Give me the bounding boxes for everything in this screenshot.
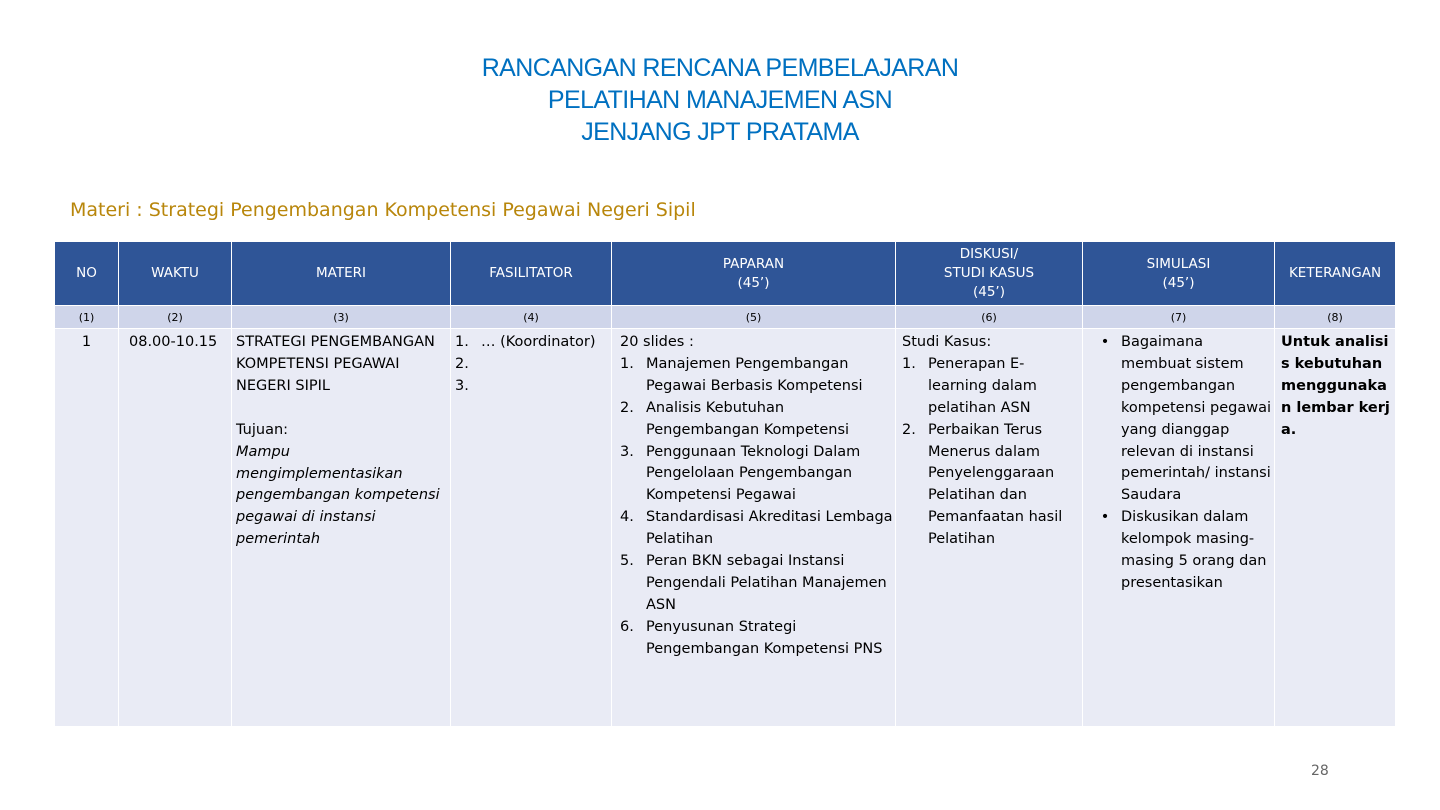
list-text: Standardisasi Akreditasi Lembaga Pelatihan [646, 509, 893, 548]
header-paparan-duration: (45’) [737, 274, 770, 291]
header-diskusi [896, 242, 1083, 306]
header-materi: MATERI [232, 242, 451, 306]
column-number: (1) [55, 306, 119, 329]
cell-fasilitator [451, 329, 612, 727]
list-text: Diskusikan dalam kelompok masing-masing 5 orang dan presentasikan [1121, 509, 1267, 591]
header-waktu: WAKTU [119, 242, 232, 306]
list-number: 2. [455, 355, 469, 372]
list-item [620, 507, 895, 551]
list-number: 1. [455, 334, 469, 350]
header-diskusi-label: DISKUSI/ [959, 246, 1019, 262]
list-number: 2. [902, 421, 916, 438]
list-item [902, 354, 1082, 420]
bullet-icon: • [1100, 334, 1110, 350]
list-item [620, 442, 895, 508]
header-no: NO [55, 242, 119, 306]
table-header-row [55, 242, 1396, 306]
list-item [620, 398, 895, 442]
header-keterangan: KETERANGAN [1275, 242, 1396, 306]
list-item [902, 420, 1082, 551]
list-item [1089, 332, 1274, 507]
materi-title: STRATEGI PENGEMBANGAN KOMPETENSI PEGAWAI NEGERI SIPIL [236, 334, 435, 394]
diskusi-intro: Studi Kasus: [902, 334, 992, 350]
fasilitator-item [455, 376, 611, 398]
title-line-3: JENJANG JPT PRATAMA [581, 118, 859, 146]
cell-waktu: 08.00-10.15 [119, 329, 232, 727]
cell-paparan [612, 329, 896, 727]
title-line-1: RANCANGAN RENCANA PEMBELAJARAN [481, 54, 959, 82]
list-number: 5. [620, 553, 634, 570]
list-number: 1. [902, 355, 916, 372]
list-number: 4. [620, 509, 634, 526]
header-simulasi [1083, 242, 1275, 306]
header-simulasi-duration: (45’) [1162, 274, 1195, 291]
cell-no: 1 [55, 329, 119, 727]
page-number: 28 [1311, 763, 1329, 779]
list-number: 1. [620, 355, 634, 372]
fasilitator-name [481, 376, 611, 398]
column-number: (8) [1275, 306, 1396, 329]
header-fasilitator: FASILITATOR [451, 242, 612, 306]
fasilitator-item [455, 354, 611, 376]
cell-diskusi [896, 329, 1083, 727]
list-item [1089, 507, 1274, 595]
list-number: 2. [620, 399, 634, 416]
lesson-plan-table [54, 241, 1396, 727]
diskusi-list [902, 354, 1082, 551]
list-text: Penerapan E-learning dalam pelatihan ASN [928, 355, 1037, 416]
list-text: Penggunaan Teknologi Dalam Pengelolaan Pengembangan Kompetensi Pegawai [646, 443, 861, 504]
list-item [620, 551, 895, 617]
fasilitator-item [455, 332, 611, 354]
column-number: (2) [119, 306, 232, 329]
header-diskusi-sublabel: STUDI KASUS [943, 265, 1035, 281]
table-row [55, 329, 1396, 727]
paparan-intro: 20 slides : [620, 334, 694, 350]
header-paparan [612, 242, 896, 306]
list-item [620, 354, 895, 398]
bullet-icon: • [1100, 509, 1110, 526]
page-title [360, 52, 1080, 148]
materi-heading: Materi : Strategi Pengembangan Kompetensi Pegawai Negeri Sipil [70, 199, 696, 221]
list-item [620, 617, 895, 661]
list-text: Perbaikan Terus Menerus dalam Penyelenggaraan Pelatihan dan Pemanfaatan hasil Pelatihan [928, 421, 1063, 548]
column-number: (7) [1083, 306, 1275, 329]
list-text: Peran BKN sebagai Instansi Pengendali Pelatihan Manajemen ASN [646, 553, 887, 613]
cell-materi [232, 329, 451, 727]
list-number: 6. [620, 618, 634, 635]
fasilitator-list [455, 332, 611, 398]
fasilitator-name: … (Koordinator) [481, 334, 596, 350]
column-number: (3) [232, 306, 451, 329]
list-text: Manajemen Pengembangan Pegawai Berbasis Kompetensi [646, 355, 863, 394]
fasilitator-name [481, 354, 611, 376]
column-number-row [55, 306, 1396, 329]
paparan-list [620, 354, 895, 661]
header-simulasi-label: SIMULASI [1146, 255, 1211, 272]
cell-keterangan: Untuk analisis kebutuhan menggunakan lembar kerja. [1275, 329, 1396, 727]
cell-simulasi [1083, 329, 1275, 727]
list-text: Penyusunan Strategi Pengembangan Kompetensi PNS [646, 618, 883, 657]
header-paparan-label: PAPARAN [722, 255, 785, 272]
simulasi-list [1089, 332, 1274, 595]
column-number: (5) [612, 306, 896, 329]
list-number: 3. [620, 443, 634, 460]
column-number: (6) [896, 306, 1083, 329]
column-number: (4) [451, 306, 612, 329]
title-line-2: PELATIHAN MANAJEMEN ASN [547, 86, 893, 114]
list-text: Analisis Kebutuhan Pengembangan Kompetensi [646, 399, 850, 438]
list-text: Bagaimana membuat sistem pengembangan kompetensi pegawai yang dianggap relevan di instansi pemerintah/ instansi Saudara [1121, 334, 1271, 504]
tujuan-label: Tujuan: [236, 421, 289, 438]
list-number: 3. [455, 377, 469, 394]
tujuan-text: Mampu mengimplementasikan pengembangan kompetensi pegawai di instansi pemerintah [236, 443, 440, 548]
header-diskusi-duration: (45’) [972, 284, 1005, 300]
